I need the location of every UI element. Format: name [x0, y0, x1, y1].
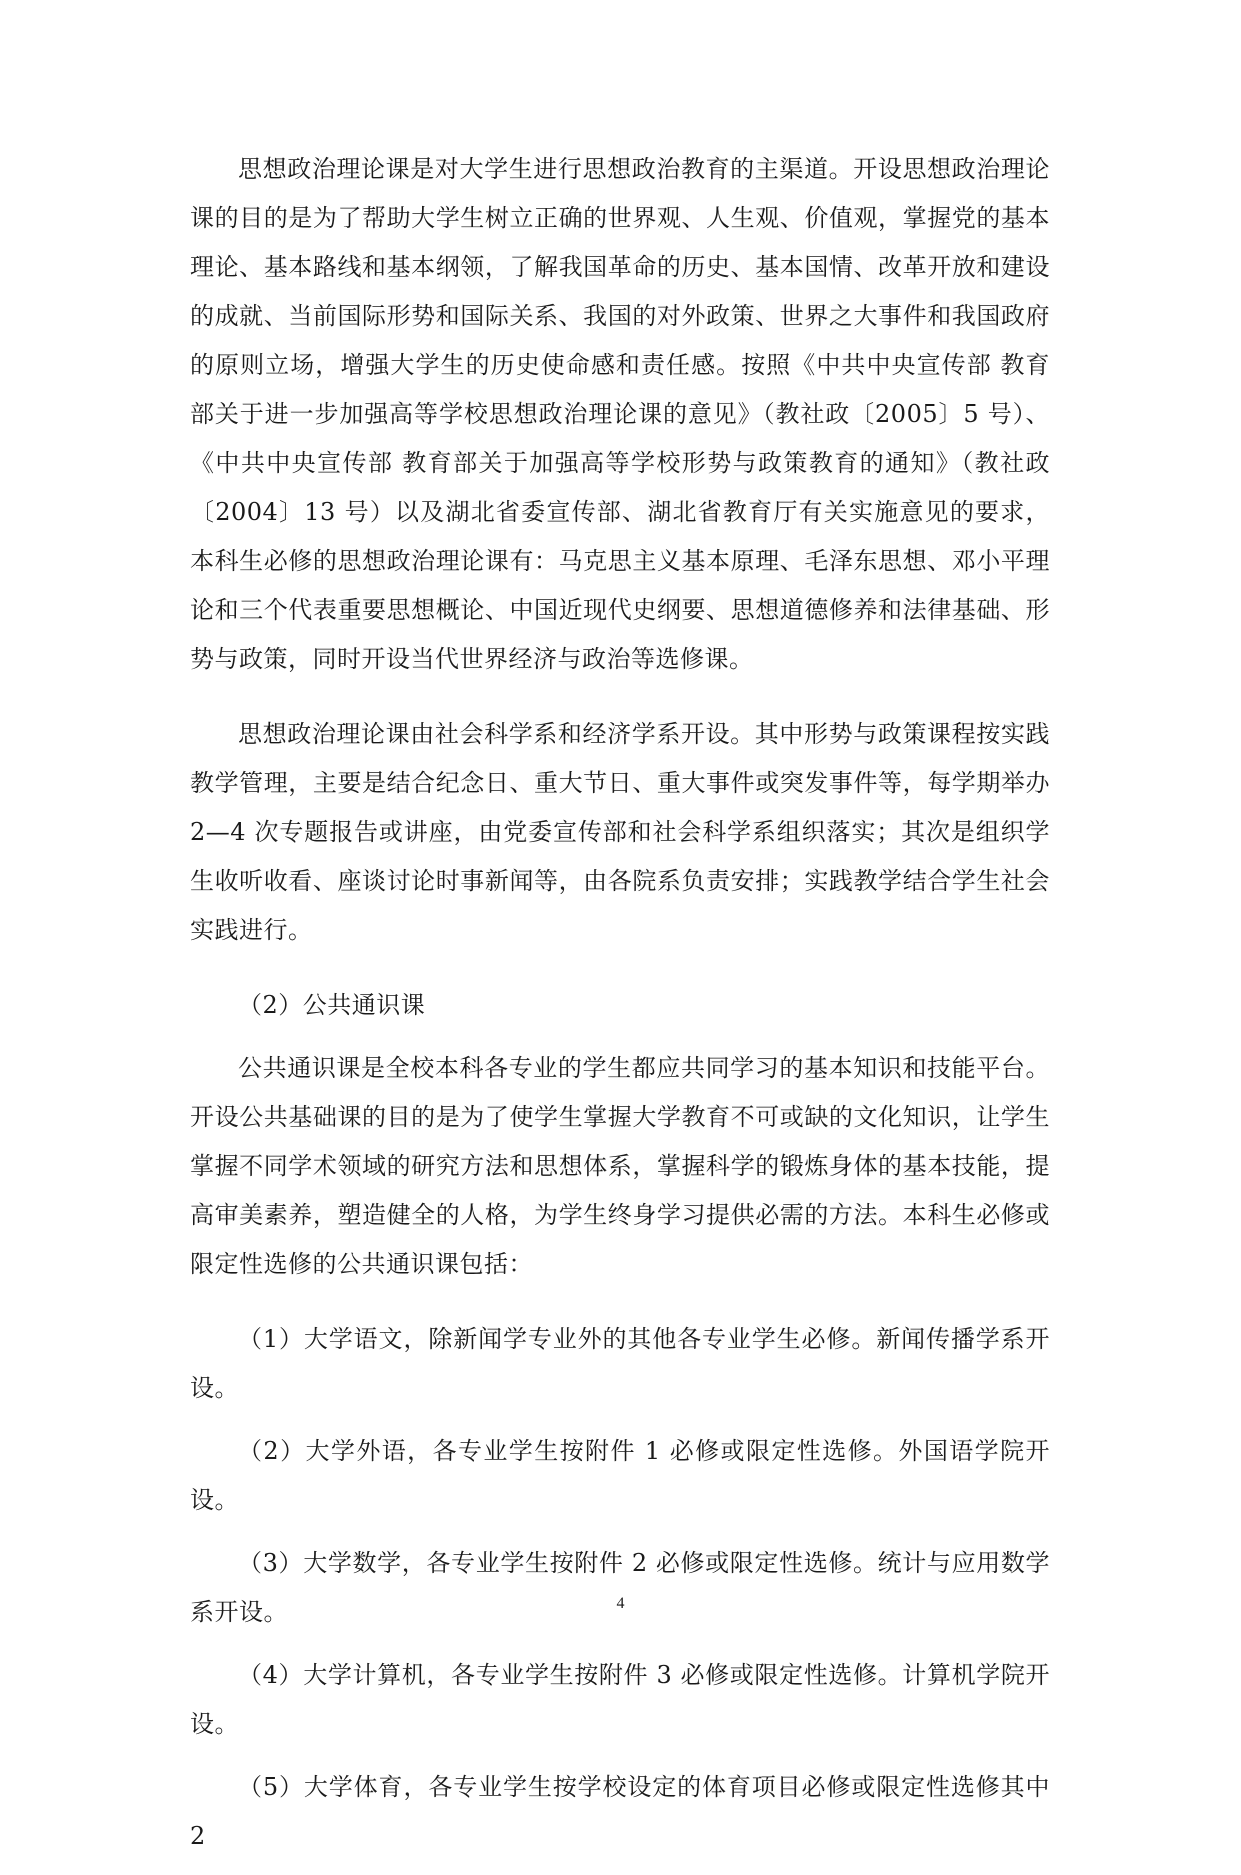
- paragraph-ideological-courses: 思想政治理论课是对大学生进行思想政治教育的主渠道。开设思想政治理论课的目的是为了帮助大学生树立正确的世界观、人生观、价值观，掌握党的基本理论、基本路线和基本纲领，了解我国革命的历史、基本国情、改革开放和建设的成就、当前国际形势和国际关系、我国的对外政策、世界之大事件和我国政府的原则立场，增强大学生的历史使命感和责任感。按照《中共中央宣传部 教育部关于进一步加强高等学校思想政治理论课的意见》（教社政〔2005〕5 号）、《中共中央宣传部 教育部关于加强高等学校形势与政策教育的通知》（教社政〔2004〕13 号）以及湖北省委宣传部、湖北省教育厅有关实施意见的要求，本科生必修的思想政治理论课有：马克思主义基本原理、毛泽东思想、邓小平理论和三个代表重要思想概论、中国近现代史纲要、思想道德修养和法律基础、形势与政策，同时开设当代世界经济与政治等选修课。: [190, 155, 1050, 673]
- list-item-computer: （4）大学计算机，各专业学生按附件 3 必修或限定性选修。计算机学院开设。: [190, 1661, 1050, 1738]
- paragraph-course-providers: 思想政治理论课由社会科学系和经济学系开设。其中形势与政策课程按实践教学管理，主要是结合纪念日、重大节日、重大事件或突发事件等，每学期举办2—4 次专题报告或讲座，由党委宣传部和社会科学系组织落实；其次是组织学生收听收看、座谈讨论时事新闻等，由各院系负责安排；实践教学结合学生社会实践进行。: [190, 720, 1050, 944]
- page-number: 4: [616, 1595, 625, 1612]
- section-heading-general-courses: （2）公共通识课: [238, 991, 426, 1019]
- list-item-mathematics: （3）大学数学，各专业学生按附件 2 必修或限定性选修。统计与应用数学系开设。: [190, 1549, 1050, 1626]
- list-item-chinese: （1）大学语文，除新闻学专业外的其他各专业学生必修。新闻传播学系开设。: [190, 1325, 1050, 1402]
- page-body: [190, 145, 1050, 1875]
- paragraph-general-courses: 公共通识课是全校本科各专业的学生都应共同学习的基本知识和技能平台。开设公共基础课的目的是为了使学生掌握大学教育不可或缺的文化知识，让学生掌握不同学术领域的研究方法和思想体系，掌握科学的锻炼身体的基本技能，提高审美素养，塑造健全的人格，为学生终身学习提供必需的方法。本科生必修或限定性选修的公共通识课包括：: [190, 1054, 1050, 1278]
- list-item-physical-education: （5）大学体育，各专业学生按学校设定的体育项目必修或限定性选修其中 2: [190, 1773, 1050, 1850]
- list-item-foreign-language: （2）大学外语，各专业学生按附件 1 必修或限定性选修。外国语学院开设。: [190, 1437, 1050, 1514]
